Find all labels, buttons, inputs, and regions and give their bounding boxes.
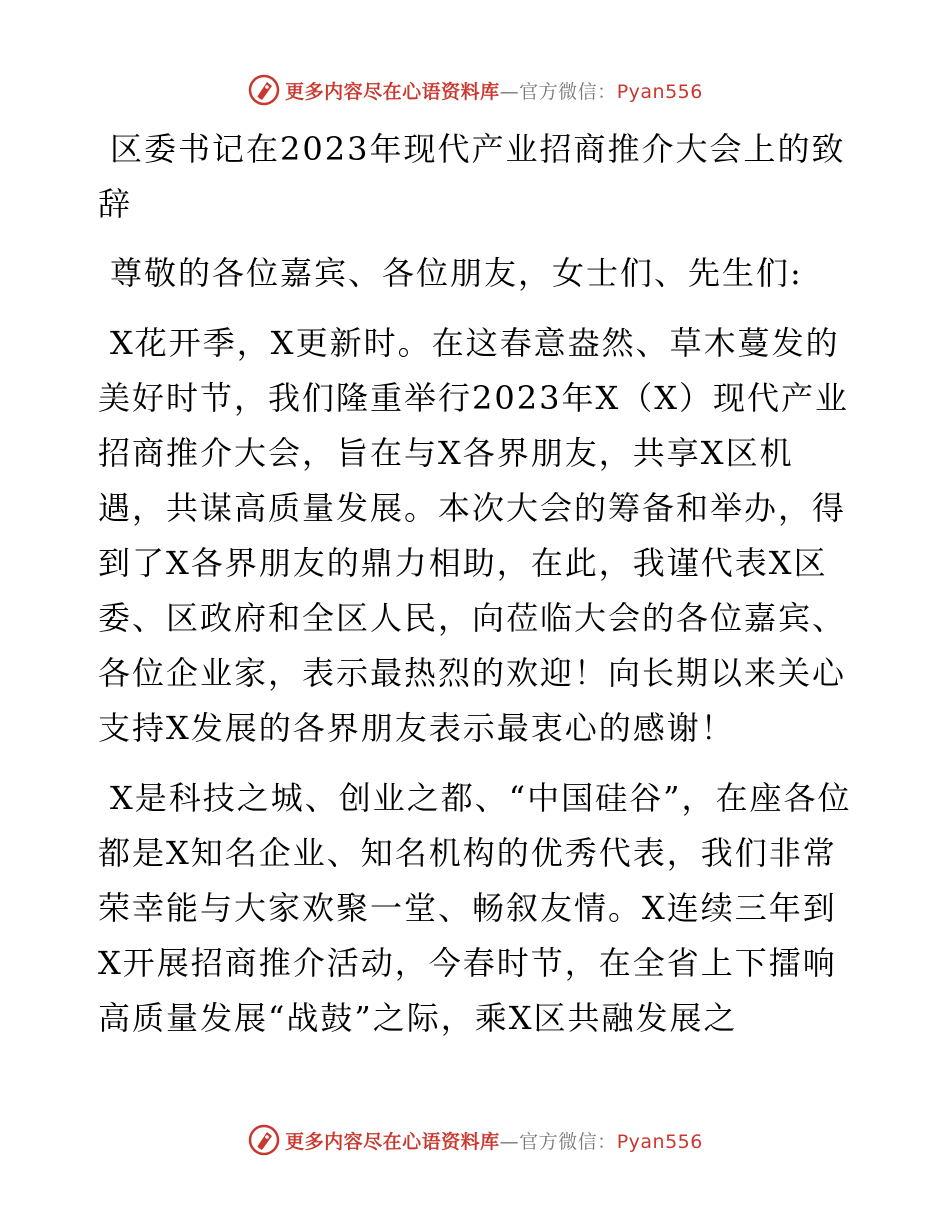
document-title: 区委书记在2023年现代产业招商推介大会上的致辞: [98, 130, 846, 223]
salutation: 尊敬的各位嘉宾、各位朋友，女士们、先生们:: [110, 254, 803, 292]
header-watermark-banner: [0, 70, 950, 110]
banner-text: 更多内容尽在心语资料库—官方微信：Pyan556: [285, 80, 703, 103]
footer-watermark-banner: [0, 1120, 950, 1160]
banner-text: 更多内容尽在心语资料库—官方微信：Pyan556: [285, 1130, 703, 1153]
pen-nib-logo-icon: [247, 73, 281, 107]
paragraph: X花开季，X更新时。在这春意盎然、草木蔓发的美好时节，我们隆重举行2023年X（X）现代产业招商推介大会，旨在与X各界朋友，共享X区机遇，共谋高质量发展。本次大会的筹备和举办，得到了X各界朋友的鼎力相助，在此，我谨代表X区委、区政府和全区人民，向莅临大会的各位嘉宾、各位企业家，表示最热烈的欢迎！向长期以来关心支持X发展的各界朋友表示最衷心的感谢！: [98, 324, 850, 747]
pen-nib-logo-icon: [247, 1123, 281, 1157]
document-body: [98, 122, 854, 1061]
paragraph: X是科技之城、创业之都、“中国硅谷”，在座各位都是X知名企业、知名机构的优秀代表，我们非常荣幸能与大家欢聚一堂、畅叙友情。X连续三年到X开展招商推介活动，今春时节，在全省上下擂响高质量发展“战鼓”之际，乘X区共融发展之: [98, 779, 852, 1037]
